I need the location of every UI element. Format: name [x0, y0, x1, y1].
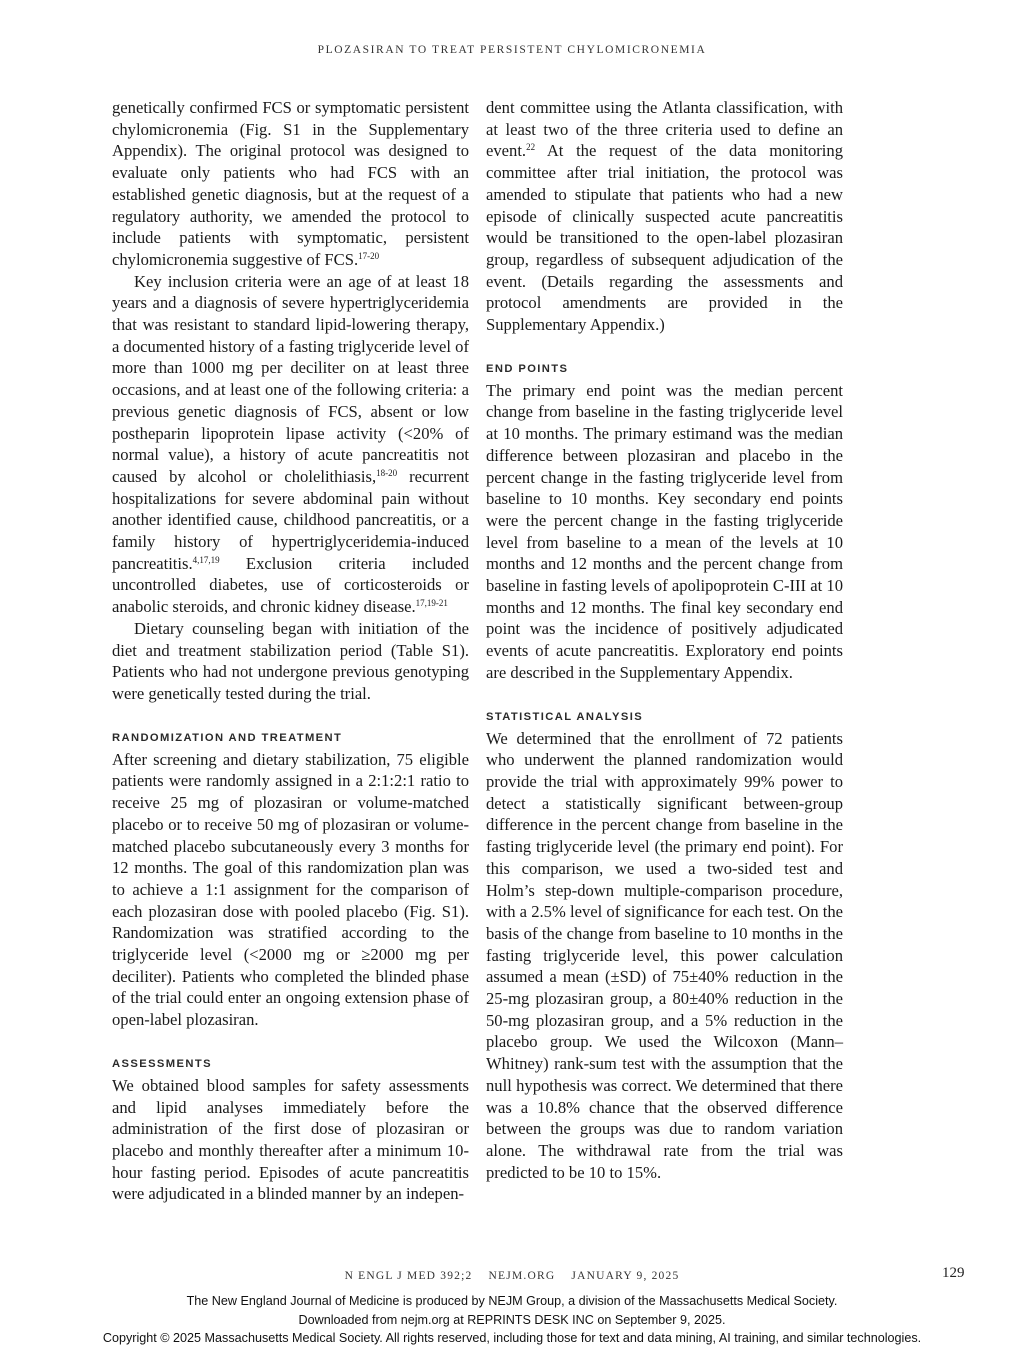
issue-date: JANUARY 9, 2025: [571, 1270, 680, 1282]
paragraph: [112, 97, 469, 271]
paragraph: The primary end point was the median percent change from baseline in the fasting triglyceride level at 10 months. The primary estimand was the median difference between plozasiran and placebo in the percent change in the fasting triglyceride level from baseline to 10 months. Key secondary end points were the percent change in the fasting triglyceride level from baseline to a mean of the levels at 10 months and 12 months and the percent change from baseline in fasting levels of apolipoprotein C-III at 10 months and 12 months. The final key secondary end point was the incidence of positively adjudicated events of acute pancreatitis. Exploratory end points are described in the Supplementary Appendix.: [486, 380, 843, 682]
paragraph-text: dent committee using the Atlanta classification, with at least two of the three criteria used to define an event.: [486, 98, 843, 161]
paragraph-text: recurrent hospitalizations for severe abdominal pain without another identified cause, childhood pancreatitis, or a family history of hypertriglyceridemia-induced pancreatitis.: [112, 466, 470, 573]
right-column: [486, 97, 843, 1183]
section-heading-randomization: RANDOMIZATION AND TREATMENT: [112, 731, 343, 744]
running-head: PLOZASIRAN TO TREAT PERSISTENT CHYLOMICRONEMIA: [317, 44, 707, 56]
left-column: [112, 97, 469, 1205]
paragraph: [112, 271, 469, 618]
paragraph: We obtained blood samples for safety assessments and lipid analyses immediately before the administration of the first dose of plozasiran or placebo and monthly thereafter after a minimum 10-hour fasting period. Episodes of acute pancreatitis were adjudicated in a blinded manner by an indepen-: [112, 1075, 469, 1204]
copyright-notice: Copyright © 2025 Massachusetts Medical Society. All rights reserved, including those for text and data mining, AI training, and similar technologies.: [102, 1331, 922, 1345]
journal-citation: N ENGL J MED 392;2: [344, 1270, 473, 1282]
paragraph: We determined that the enrollment of 72 patients who underwent the planned randomization would provide the trial with approximately 99% power to detect a statistically significant between-group difference in the percent change from baseline in the fasting triglyceride level (the primary end point). For this comparison, we used a two-sided test and Holm’s step-down multiple-comparison procedure, with a 2.5% level of significance for each test. On the basis of the change from baseline to 10 months in the fasting triglyceride level, this power calculation assumed a mean (±SD) of 75±40% reduction in the 25-mg plozasiran group, a 80±40% reduction in the 50-mg plozasiran group, and a 5% reduction in the placebo group. We used the Wilcoxon (Mann–Whitney) rank-sum test with the assumption that the null hypothesis was correct. We determined that there was a 10.8% chance that the observed difference between the groups was due to random variation alone. The withdrawal rate from the trial was predicted to be 10 to 15%.: [486, 728, 843, 1182]
reference-superscript: 17-20: [358, 250, 380, 261]
reference-superscript: 22: [526, 142, 536, 153]
paragraph: After screening and dietary stabilization, 75 eligible patients were randomly assigned in a 2:1:2:1 ratio to receive 25 mg of plozasiran or volume-matched placebo or to receive 50 mg of plozasiran or volume-matched placebo subcutaneously every 3 months for 12 months. The goal of this randomization plan was to achieve a 1:1 assignment for the comparison of each plozasiran dose with pooled placebo (Fig. S1). Randomization was stratified according to the triglyceride level (<2000 mg or ≥2000 mg per deciliter). Patients who completed the blinded phase of the trial could enter an ongoing extension phase of open-label plozasiran.: [112, 749, 469, 1030]
paragraph-text: At the request of the data monitoring committee after trial initiation, the protocol was amended to stipulate that patients who had a new episode of clinically suspected acute pancreatitis would be transitioned to the open-label plozasiran group, regardless of subsequent adjudication of the event. (Details regarding the assessments and protocol amendments are provided in the Supplementary Appendix.): [486, 141, 843, 335]
paragraph: Dietary counseling began with initiation of the diet and treatment stabilization period (Table S1). Patients who had not undergone previous genotyping were genetically tested during the trial.: [112, 618, 469, 703]
paragraph-text: genetically confirmed FCS or symptomatic persistent chylomicronemia (Fig. S1 in the Supplementary Appendix). The original protocol was designed to evaluate only patients who had FCS with an established genetic diagnosis, but at the request of a regulatory authority, we amended the protocol to include patients with symptomatic, persistent chylomicronemia suggestive of FCS.: [112, 98, 469, 269]
download-notice: Downloaded from nejm.org at REPRINTS DESK INC on September 9, 2025.: [298, 1313, 726, 1327]
paragraph-text: Key inclusion criteria were an age of at least 18 years and a diagnosis of severe hypertriglyceridemia that was resistant to standard lipid-lowering therapy, a documented history of a fasting triglyceride level of more than 1000 mg per deciliter on at least three occasions, and at least one of the following criteria: a previous genetic diagnosis of FCS, absent or low postheparin lipoprotein lipase activity (<20% of normal value), a history of acute pancreatitis not caused by alcohol or cholelithiasis,: [112, 271, 469, 486]
journal-footer: [0, 1270, 1024, 1282]
reference-superscript: 17,19-21: [415, 598, 448, 609]
section-heading-end-points: END POINTS: [486, 362, 569, 375]
page-number: 129: [942, 1265, 965, 1281]
paragraph: [486, 97, 843, 336]
paragraph-text: Exclusion criteria included uncontrolled diabetes, use of corticosteroids or anabolic steroids, and chronic kidney disease.: [112, 553, 469, 617]
reference-superscript: 4,17,19: [192, 554, 220, 565]
reference-superscript: 18-20: [376, 467, 398, 478]
section-heading-assessments: ASSESSMENTS: [112, 1057, 212, 1070]
journal-site-link[interactable]: NEJM.ORG: [488, 1270, 556, 1282]
section-heading-statistical-analysis: STATISTICAL ANALYSIS: [486, 710, 644, 723]
publisher-notice: The New England Journal of Medicine is produced by NEJM Group, a division of the Massachusetts Medical Society.: [186, 1294, 838, 1308]
